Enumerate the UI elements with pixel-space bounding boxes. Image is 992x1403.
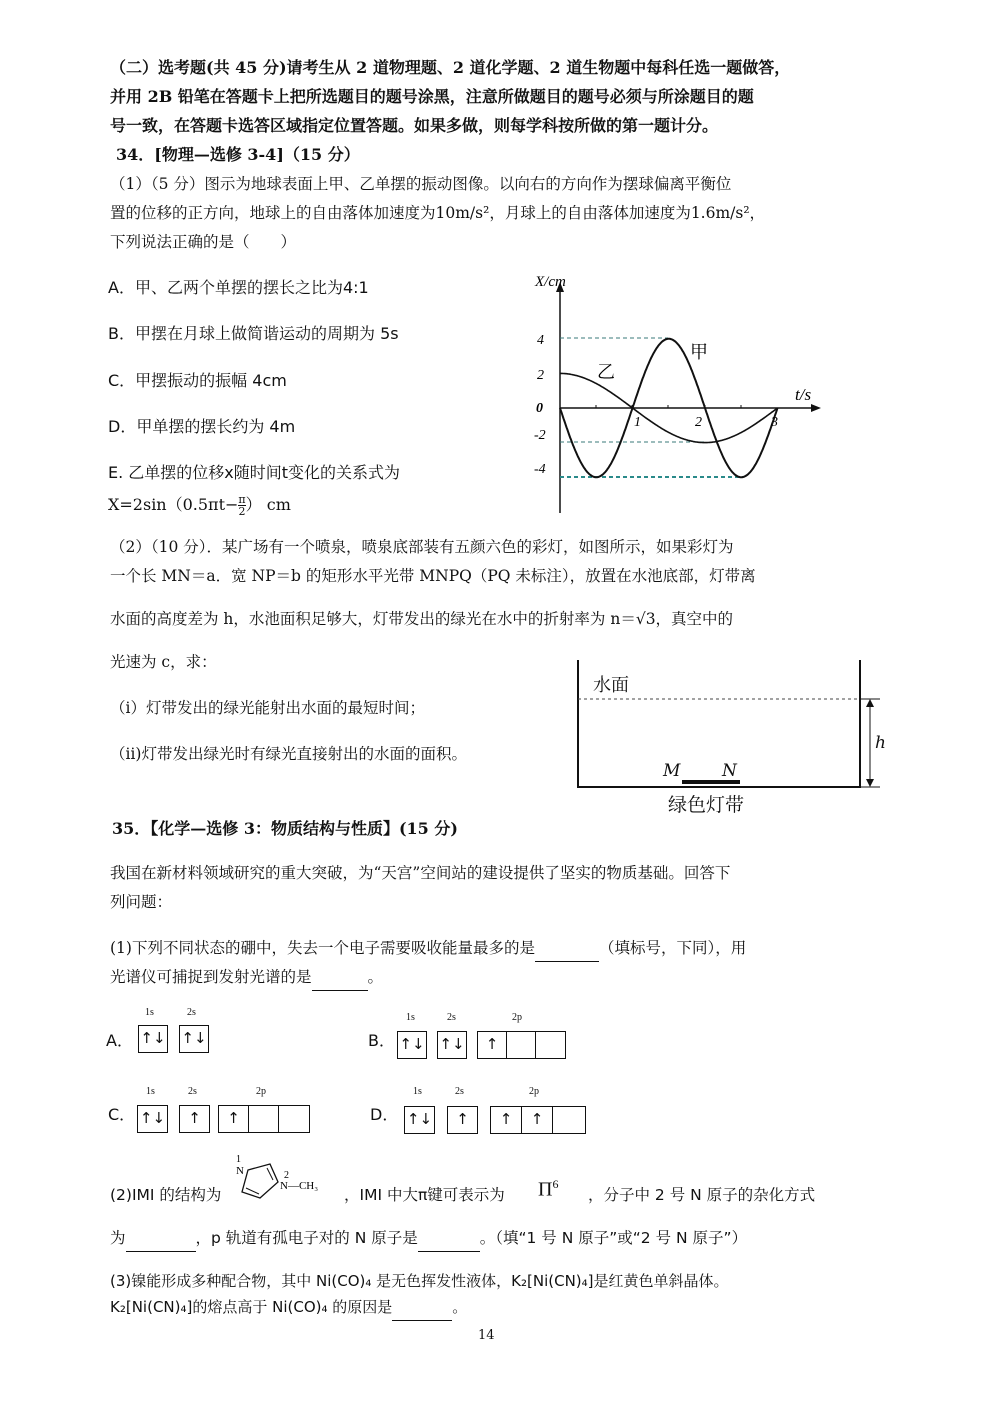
q34-sub-ii: （ⅱ)灯带发出绿光时有绿光直接射出的水面的面积。 <box>110 745 467 763</box>
ytick-2: 2 <box>537 368 544 383</box>
q34-p1-line2: 置的位移的正方向，地球上的自由落体加速度为10m/s²，月球上的自由落体加速度为1.6m/s²， <box>110 204 766 222</box>
q2-text-e: ，p 轨道有孤电子对的 N 原子是 <box>195 1229 418 1247</box>
pool-h-label: h <box>875 733 886 753</box>
q34-sub-i: （ⅰ）灯带发出的绿光能射出水面的最短时间； <box>110 699 425 717</box>
orbital-b-label-2s: 2s <box>447 1012 456 1023</box>
ytick-4: 4 <box>537 333 544 348</box>
pi-symbol: Π <box>538 1178 553 1201</box>
formula-main: X=2sin（0.5πt− <box>108 495 239 514</box>
graph-xlabel: t/s <box>795 385 812 404</box>
pi-superscript: 6 <box>552 1177 559 1191</box>
q2-blank-1[interactable] <box>126 1233 196 1252</box>
q35-title: 35．【化学—选修 3：物质结构与性质】(15 分) <box>112 819 458 838</box>
orbital-c-label-1s: 1s <box>146 1086 155 1097</box>
orbital-d-letter: D． <box>370 1105 399 1124</box>
formula-fraction <box>238 494 245 517</box>
orbital-b-box-2p-1: ↑ <box>477 1031 507 1059</box>
q34-title: 34．[物理—选修 3-4]（15 分） <box>116 145 360 164</box>
q35-q1-line1 <box>110 934 746 962</box>
orbital-a-label-2s: 2s <box>187 1007 196 1018</box>
q34-p2-line3: 水面的高度差为 h，水池面积足够大，灯带发出的绿光在水中的折射率为 n＝√3，真空中的 <box>110 610 734 628</box>
imi-atom-n1: N <box>236 1165 244 1177</box>
q35-q2-text-a: (2)IMI 的结构为 <box>110 1186 222 1204</box>
orbital-a-label-1s: 1s <box>145 1007 154 1018</box>
section-line-1: （二）选考题(共 45 分)请考生从 2 道物理题、2 道化学题、2 道生物题中每科任选一题做答， <box>110 58 791 77</box>
orbital-d-label-1s: 1s <box>413 1086 422 1097</box>
h-arrow-up <box>866 699 874 707</box>
imi-label-2: 2 <box>284 1170 289 1181</box>
q34-option-e-formula <box>108 492 291 517</box>
q35-q3-line2 <box>110 1293 467 1321</box>
q34-option-a: A．甲、乙两个单摆的摆长之比为4:1 <box>108 278 369 297</box>
q35-q2-text-b: ，IMI 中大π键可表示为 <box>344 1186 505 1204</box>
q34-p1-line3: 下列说法正确的是（ ） <box>110 233 297 251</box>
orbital-a-letter: A． <box>106 1031 133 1050</box>
page-number: 14 <box>478 1328 495 1343</box>
orbital-d-box-2p-2: ↑ <box>521 1106 553 1134</box>
q1-text-b: （填标号，下同），用 <box>598 939 747 957</box>
orbital-c-label-2p: 2p <box>256 1086 266 1097</box>
fraction-numerator: π <box>238 493 246 506</box>
pool-m-label: M <box>663 761 681 781</box>
q3-text-b: 。 <box>452 1298 468 1316</box>
orbital-c-letter: C． <box>108 1105 136 1124</box>
orbital-b-letter: B． <box>368 1031 395 1050</box>
orbital-d-box-2s: ↑ <box>447 1106 478 1134</box>
vibration-graph <box>525 268 825 518</box>
q1-text-d: 。 <box>367 968 384 986</box>
pi-bond-notation <box>538 1177 558 1202</box>
orbital-c-box-1s: ↑↓ <box>137 1105 168 1133</box>
imi-ch3: N—CH₃ <box>280 1180 319 1192</box>
ytick-neg2: -2 <box>534 428 546 443</box>
q34-option-d: D．甲单摆的摆长约为 4m <box>108 417 296 436</box>
q3-blank[interactable] <box>392 1302 452 1321</box>
section-line-2: 并用 2B 铅笔在答题卡上把所选题目的题号涂黑，注意所做题目的题号必须与所涂题目的题 <box>110 87 754 106</box>
graph-ylabel: X/cm <box>535 274 566 290</box>
q35-q1-line2 <box>110 963 383 991</box>
xtick-1: 1 <box>634 415 641 430</box>
q1-text-a: (1)下列不同状态的硼中，失去一个电子需要吸收能量最多的是 <box>110 939 535 957</box>
formula-unit: ） cm <box>245 495 291 514</box>
label-jia: 甲 <box>690 342 708 362</box>
q34-p2-line1: （2）（10 分）．某广场有一个喷泉，喷泉底部装有五颜六色的彩灯，如图所示，如果彩灯为 <box>110 538 734 556</box>
q2-text-f: 。（填“1 号 N 原子”或“2 号 N 原子”） <box>479 1229 748 1247</box>
ytick-neg4: -4 <box>534 462 546 477</box>
q35-q2-text-c: ，分子中 2 号 N 原子的杂化方式 <box>588 1186 816 1204</box>
orbital-d-box-2p-3 <box>552 1106 586 1134</box>
q34-p2-line2: 一个长 MN＝a．宽 NP＝b 的矩形水平光带 MNPQ（PQ 未标注），放置在水池底部，灯带离 <box>110 567 756 585</box>
q34-p2-line4: 光速为 c，求： <box>110 653 217 671</box>
orbital-c-label-2s: 2s <box>188 1086 197 1097</box>
orbital-b-label-2p: 2p <box>512 1012 522 1023</box>
orbital-d-box-2p-1: ↑ <box>490 1106 522 1134</box>
orbital-c-box-2p-3 <box>278 1105 310 1133</box>
section-line-3: 号一致，在答题卡选答区域指定位置答题。如果多做，则每学科按所做的第一题计分。 <box>110 116 719 135</box>
orbital-b-box-2s: ↑↓ <box>437 1031 467 1059</box>
q2-blank-2[interactable] <box>418 1233 480 1252</box>
orbital-c-box-2s: ↑ <box>179 1105 210 1133</box>
q34-option-c: C．甲摆振动的振幅 4cm <box>108 371 287 390</box>
ytick-0: 0 <box>536 401 543 416</box>
imi-double-bond-1 <box>246 1188 259 1194</box>
imi-label-1: 1 <box>236 1154 241 1165</box>
x-axis-arrow <box>811 404 821 412</box>
q35-q2-line2 <box>110 1224 747 1252</box>
imi-structure <box>232 1152 344 1212</box>
q35-intro-2: 列问题： <box>110 893 173 911</box>
orbital-a-box-2s: ↑↓ <box>179 1025 209 1053</box>
orbital-b-label-1s: 1s <box>406 1012 415 1023</box>
q35-intro-1: 我国在新材料领域研究的重大突破，为“天宫”空间站的建设提供了坚实的物质基础。回答下 <box>110 864 731 882</box>
fraction-denominator: 2 <box>238 505 246 518</box>
orbital-c-box-2p-1: ↑ <box>218 1105 249 1133</box>
q1-blank-1[interactable] <box>535 943 599 962</box>
q2-text-d: 为 <box>110 1229 126 1247</box>
label-yi: 乙 <box>597 362 615 382</box>
orbital-d-label-2p: 2p <box>529 1086 539 1097</box>
q35-q3-line1: (3)镍能形成多种配合物，其中 Ni(CO)₄ 是无色挥发性液体，K₂[Ni(CN)₄]是红黄色单斜晶体。 <box>110 1272 729 1290</box>
h-arrow-down <box>866 779 874 787</box>
orbital-b-box-1s: ↑↓ <box>397 1031 427 1059</box>
q34-option-b: B．甲摆在月球上做简谐运动的周期为 5s <box>108 324 399 343</box>
q34-p1-line1: （1）（5 分）图示为地球表面上甲、乙单摆的振动图像。以向右的方向作为摆球偏离平衡位 <box>110 175 732 193</box>
q1-blank-2[interactable] <box>312 972 368 991</box>
xtick-2: 2 <box>695 415 702 430</box>
q1-text-c: 光谱仪可捕捉到发射光谱的是 <box>110 968 312 986</box>
pool-n-label: N <box>722 761 737 781</box>
orbital-a-box-1s: ↑↓ <box>138 1025 168 1053</box>
imi-ring <box>242 1164 278 1198</box>
orbital-b-box-2p-3 <box>535 1031 566 1059</box>
orbital-d-label-2s: 2s <box>455 1086 464 1097</box>
orbital-b-box-2p-2 <box>506 1031 536 1059</box>
orbital-c-box-2p-2 <box>248 1105 279 1133</box>
xtick-3: 3 <box>771 415 778 430</box>
q3-text-a: K₂[Ni(CN)₄]的熔点高于 Ni(CO)₄ 的原因是 <box>110 1298 393 1316</box>
orbital-d-box-1s: ↑↓ <box>404 1106 435 1134</box>
pool-water-label: 水面 <box>593 675 629 696</box>
pool-caption: 绿色灯带 <box>668 794 745 816</box>
q34-option-e: E. 乙单摆的位移x随时间t变化的关系式为 <box>108 463 401 482</box>
